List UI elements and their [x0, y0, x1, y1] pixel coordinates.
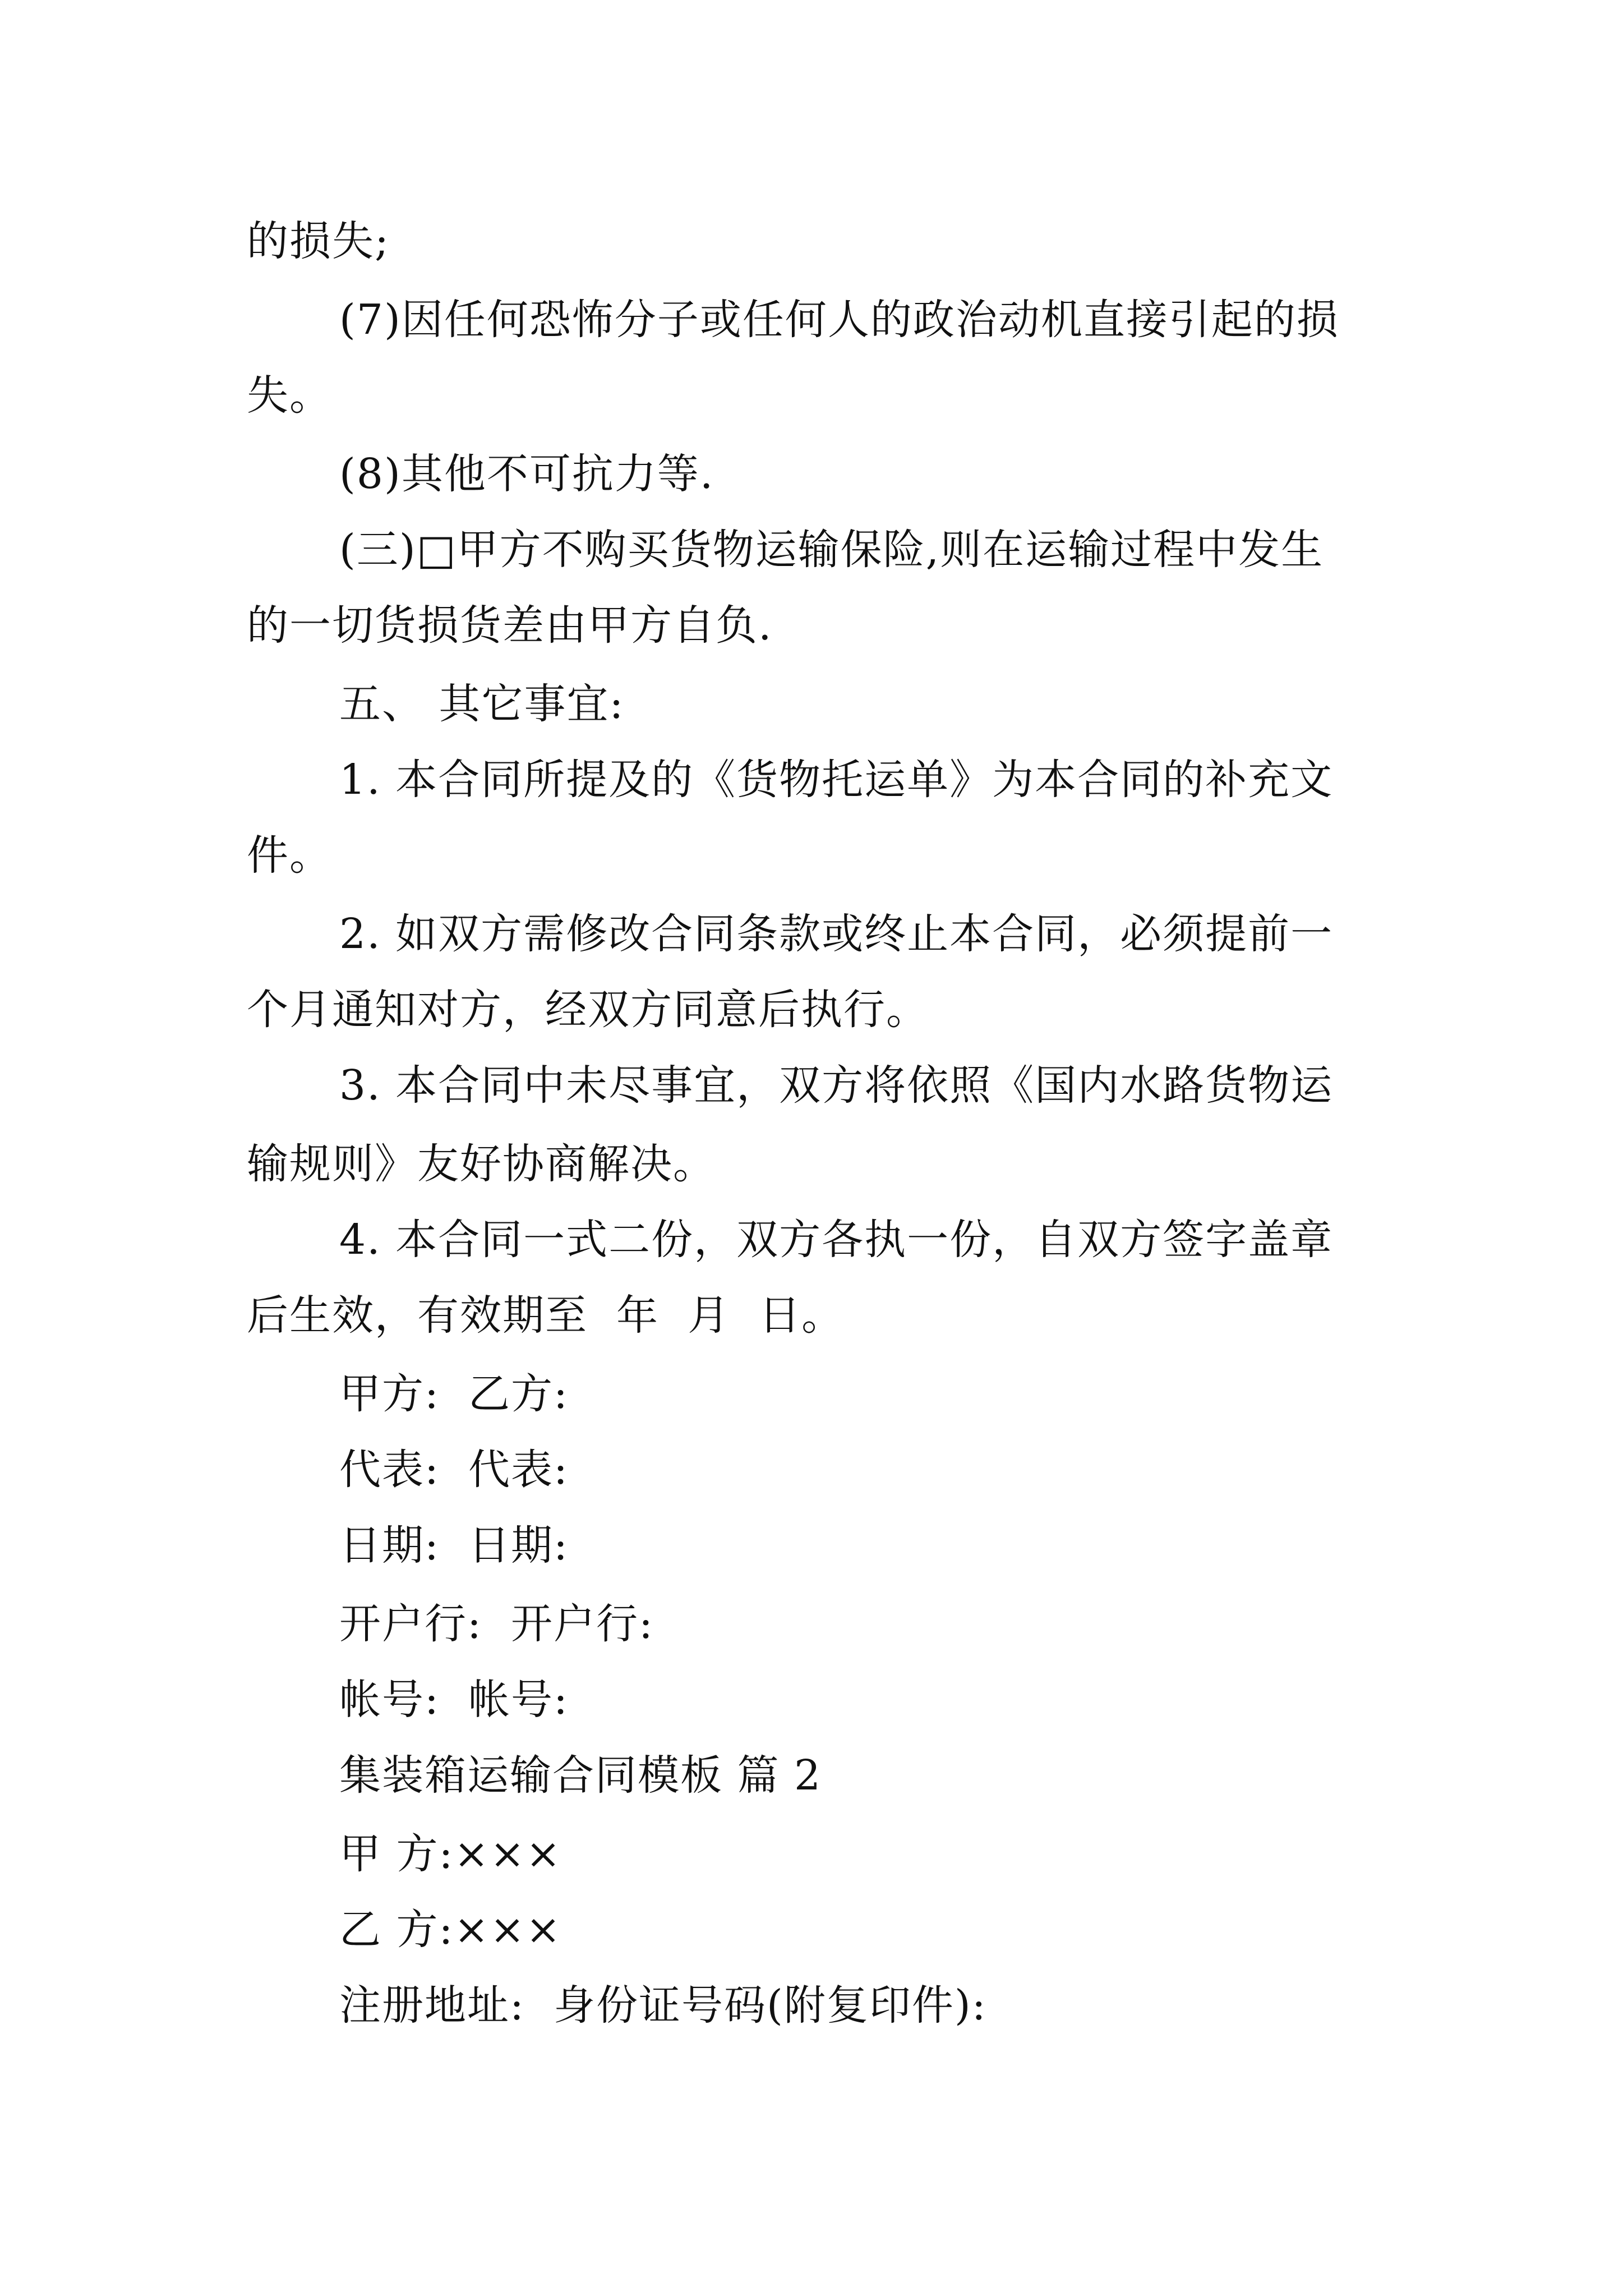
- signature-account-line: 帐号: 帐号:: [339, 1676, 569, 1724]
- text-line-3: 失。: [247, 371, 332, 420]
- text-line-10: 2. 如双方需修改合同条款或终止本合同，必须提前一: [339, 910, 1334, 958]
- signature-bank-line: 开户行: 开户行:: [339, 1600, 654, 1648]
- signature-date-line: 日期: 日期:: [339, 1521, 569, 1570]
- contract-title: 集装箱运输合同模板 篇 2: [339, 1751, 822, 1800]
- text-line-2: (7)因任何恐怖分子或任何人的政治动机直接引起的损: [339, 296, 1339, 344]
- text-line-12: 3. 本合同中未尽事宜，双方将依照《国内水路货物运: [339, 1061, 1334, 1110]
- text-line-9: 件。: [247, 831, 332, 880]
- signature-party-line: 甲方: 乙方:: [339, 1370, 569, 1418]
- text-line-15: 后生效，有效期至 年 月 日。: [247, 1291, 845, 1340]
- text-line-11: 个月通知对方，经双方同意后执行。: [247, 986, 929, 1034]
- party-a-line: 甲 方:×××: [339, 1830, 562, 1878]
- section-heading: 五、 其它事宜:: [339, 680, 625, 728]
- signature-representative-line: 代表: 代表:: [339, 1446, 569, 1494]
- text-line-1: 的损失;: [247, 217, 390, 265]
- text-line-6: 的一切货损货差由甲方自负.: [247, 601, 773, 650]
- text-line-13: 输规则》友好协商解决。: [247, 1140, 716, 1188]
- address-id-line: 注册地址: 身份证号码(附复印件):: [339, 1981, 987, 2030]
- text-line-14: 4. 本合同一式二份，双方各执一份，自双方签字盖章: [339, 1216, 1334, 1264]
- party-b-line: 乙 方:×××: [339, 1906, 562, 1954]
- text-line-5: (三)□甲方不购买货物运输保险,则在运输过程中发生: [339, 526, 1324, 574]
- text-line-4: (8)其他不可抗力等.: [339, 450, 714, 498]
- text-line-8: 1. 本合同所提及的《货物托运单》为本合同的补充文: [339, 756, 1334, 804]
